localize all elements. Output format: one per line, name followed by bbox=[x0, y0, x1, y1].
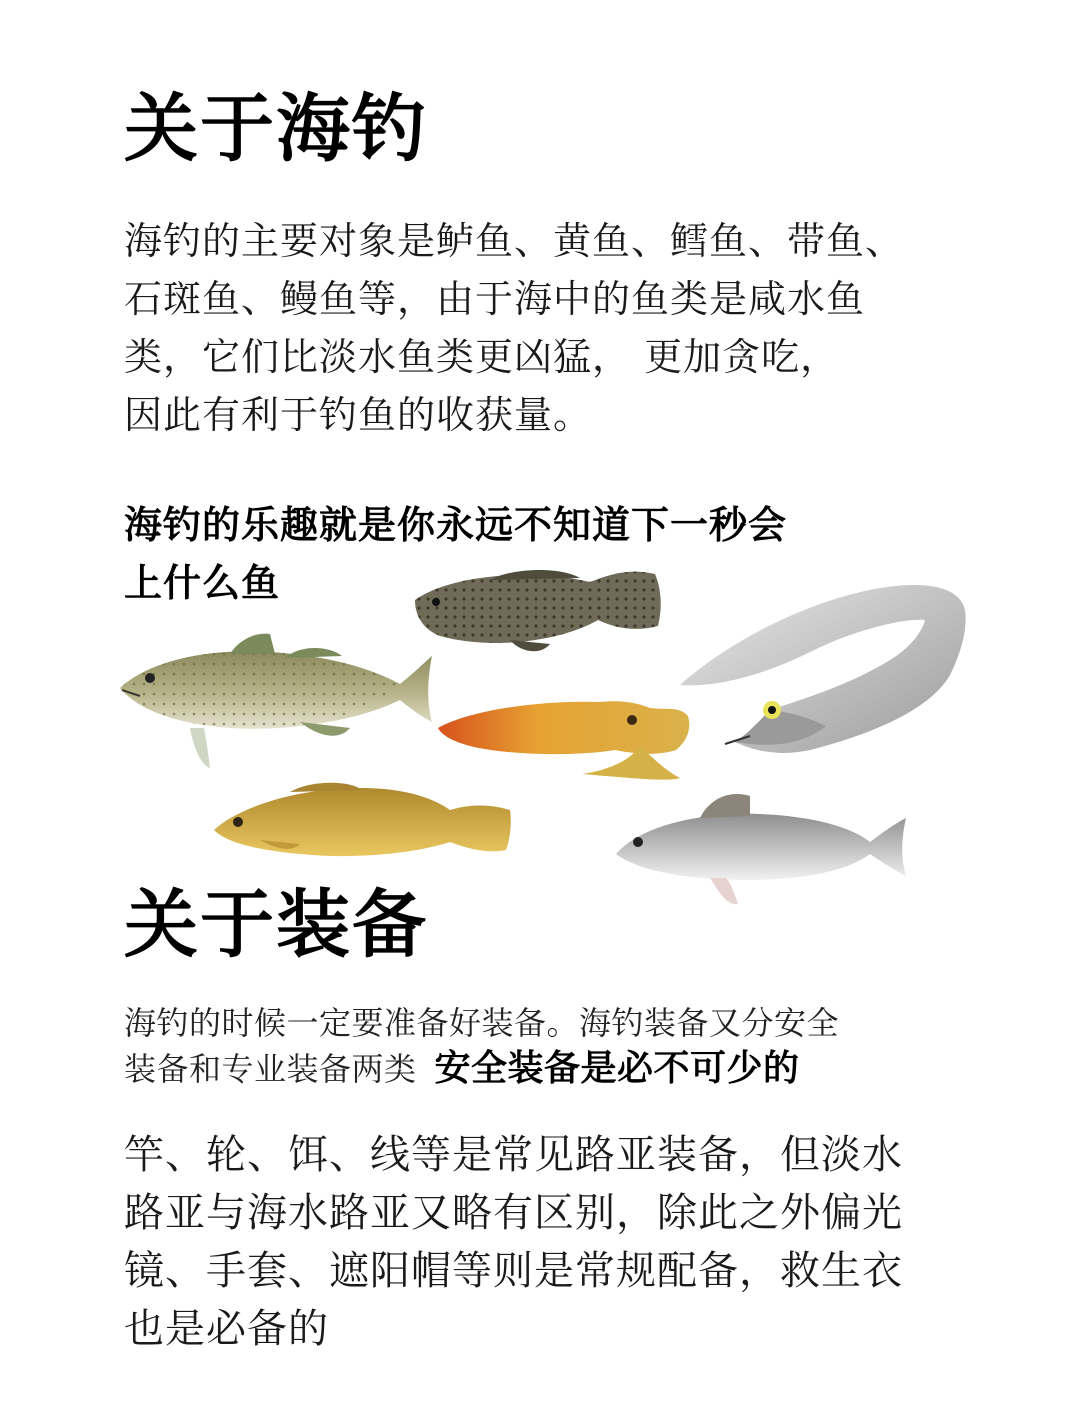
sea-bass-icon bbox=[616, 794, 906, 904]
fish-illustration bbox=[110, 560, 980, 910]
paragraph-line: 竿、轮、饵、线等是常见路亚装备，但淡水 bbox=[124, 1132, 903, 1178]
paragraph-line: 海钓的时候一定要准备好装备。海钓装备又分安全 bbox=[124, 1004, 840, 1042]
paragraph-line: 也是必备的 bbox=[124, 1306, 329, 1352]
paragraph-line: 镜、手套、遮阳帽等则是常规配备，救生衣 bbox=[124, 1248, 903, 1294]
hairtail-fish-icon bbox=[680, 585, 966, 753]
cod-fish-icon bbox=[120, 634, 432, 768]
paragraph-line bbox=[124, 1046, 839, 1092]
squid-icon bbox=[438, 701, 689, 779]
equipment-intro-paragraph bbox=[124, 1000, 839, 1092]
grouper-fish-icon bbox=[415, 570, 661, 651]
equipment-categories-text: 装备和专业装备两类 bbox=[124, 1050, 417, 1088]
section-title-about-sea-fishing: 关于海钓 bbox=[124, 86, 428, 172]
paragraph-line: 海钓的主要对象是鲈鱼、黄鱼、鳕鱼、带鱼、 bbox=[124, 219, 905, 263]
paragraph-line: 类，它们比淡水鱼类更凶猛， 更加贪吃， bbox=[124, 335, 840, 379]
safety-emphasis-text: 安全装备是必不可少的 bbox=[434, 1048, 800, 1089]
section-title-about-equipment: 关于装备 bbox=[124, 882, 428, 968]
highlight-line: 海钓的乐趣就是你永远不知道下一秒会 bbox=[124, 503, 788, 547]
gear-list-paragraph bbox=[124, 1126, 903, 1358]
highlight-line: 上什么鱼 bbox=[124, 561, 281, 605]
paragraph-line: 因此有利于钓鱼的收获量。 bbox=[124, 393, 593, 437]
yellow-croaker-icon bbox=[214, 783, 511, 856]
paragraph-line: 石斑鱼、鳗鱼等，由于海中的鱼类是咸水鱼 bbox=[124, 277, 866, 321]
paragraph-line: 路亚与海水路亚又略有区别，除此之外偏光 bbox=[124, 1190, 903, 1236]
sea-fishing-intro-paragraph bbox=[124, 212, 904, 444]
